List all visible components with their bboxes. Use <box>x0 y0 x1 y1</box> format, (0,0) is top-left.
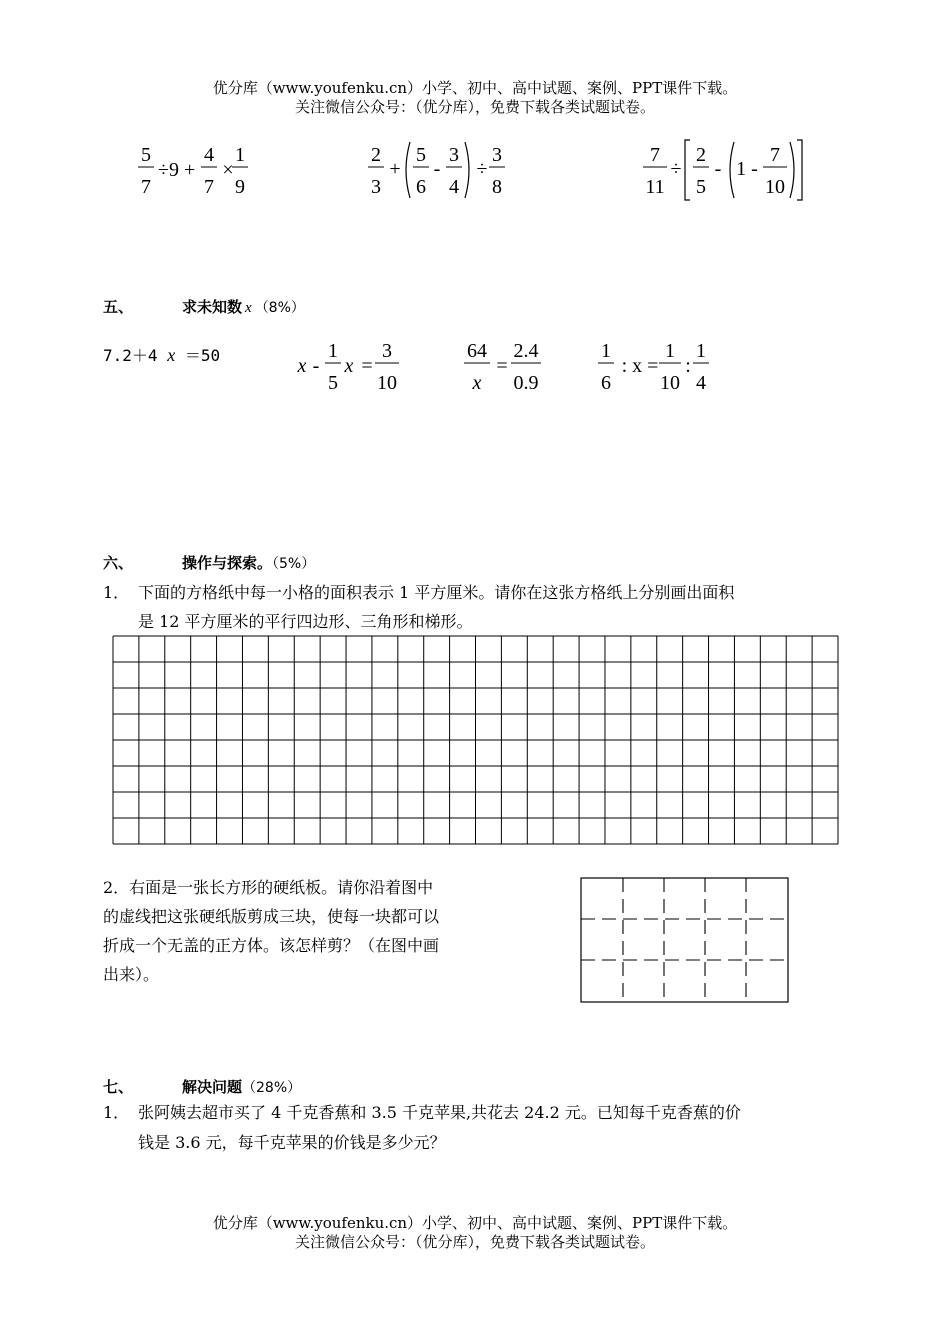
eq-term: 3 <box>382 340 392 362</box>
section-5-score: （8%） <box>254 300 305 316</box>
expr-term: 3 <box>371 176 381 198</box>
expr-term: 11 <box>645 176 665 198</box>
expr-term: ÷ <box>670 158 682 180</box>
eq-term: 1 <box>601 340 611 362</box>
expr-term: - <box>433 158 441 180</box>
eq-term: - <box>312 355 320 377</box>
section-7-title <box>182 1076 301 1097</box>
eq-term: 5 <box>328 372 338 394</box>
section-7-score: （28%） <box>242 1080 302 1096</box>
expr-term: 10 <box>765 176 785 198</box>
grid-paper[interactable] <box>112 635 839 845</box>
expression-3 <box>643 140 802 200</box>
expr-term: - <box>714 158 722 180</box>
expr-term: 3 <box>492 144 502 166</box>
expr-term: + <box>389 158 401 180</box>
header-line-2: 关注微信公众号：（优分库），免费下载各类试题试卷。 <box>294 98 655 116</box>
expr-term: ÷ <box>476 158 488 180</box>
eq-term: 64 <box>467 340 487 362</box>
footer-line-2: 关注微信公众号：（优分库），免费下载各类试题试卷。 <box>294 1233 655 1251</box>
expr-term: 7 <box>141 176 151 198</box>
question-6-1-line-2: 是 12 平方厘米的平行四边形、三角形和梯形。 <box>138 612 473 631</box>
section-5-title <box>182 296 305 317</box>
expression-row <box>0 130 950 210</box>
expr-term: 5 <box>416 144 426 166</box>
eq-term: 1 <box>328 340 338 362</box>
section-5-number: 五、 <box>103 298 134 316</box>
eq-term: 1 <box>696 340 706 362</box>
cut-lines <box>581 878 788 1002</box>
eq-term: 10 <box>377 372 397 394</box>
question-7-1-number: 1． <box>103 1103 130 1122</box>
eq-term: = <box>361 355 373 377</box>
section-6-title <box>182 552 315 573</box>
expr-term: 9 <box>235 176 245 198</box>
question-6-2-line-1: 2．右面是一张长方形的硬纸板。请你沿着图中 <box>103 878 434 897</box>
equation-1-right: ＝50 <box>184 346 221 365</box>
eq-term: x <box>472 372 482 394</box>
section-7-title-text: 解决问题 <box>182 1078 243 1096</box>
eq-term: : x = <box>621 355 659 377</box>
expr-term: 7 <box>650 144 660 166</box>
expression-1 <box>138 144 248 198</box>
expression-2 <box>368 142 505 198</box>
expr-term: × <box>222 159 234 181</box>
equations-row <box>0 335 950 405</box>
question-6-2-line-2: 的虚线把这张硬纸版剪成三块，使每一块都可以 <box>103 907 440 926</box>
section-7-number: 七、 <box>103 1078 134 1096</box>
eq-term: 10 <box>660 372 680 394</box>
expr-term: 1 <box>235 144 245 166</box>
equation-3 <box>464 340 541 394</box>
eq-term: x <box>344 355 354 377</box>
expr-term: 7 <box>204 176 214 198</box>
open-paren <box>730 142 734 198</box>
eq-term: = <box>496 355 508 377</box>
expr-term: 8 <box>492 176 502 198</box>
section-6-number: 六、 <box>103 554 134 572</box>
expr-term: 2 <box>696 144 706 166</box>
section-5-title-text: 求未知数 <box>182 298 243 316</box>
question-6-1-line-1: 下面的方格纸中每一小格的面积表示 1 平方厘米。请你在这张方格纸上分别画出面积 <box>138 583 735 602</box>
cardboard-diagram[interactable] <box>580 877 792 1005</box>
eq-term: 0.9 <box>513 372 539 394</box>
question-7-1-line-1: 张阿姨去超市买了 4 千克香蕉和 3.5 千克苹果,共花去 24.2 元。已知每千克香蕉的价 <box>138 1103 741 1122</box>
eq-term: 6 <box>601 372 611 394</box>
expr-term: 6 <box>416 176 426 198</box>
expr-term: 5 <box>696 176 706 198</box>
expr-term: 7 <box>770 144 780 166</box>
expr-term: 2 <box>371 144 381 166</box>
expr-term: ÷9 + <box>158 159 196 181</box>
eq-term: : <box>685 355 691 377</box>
question-6-2-line-3: 折成一个无盖的正方体。该怎样剪？（在图中画 <box>103 936 440 955</box>
expr-term: 1 - <box>736 158 758 180</box>
eq-term: 2.4 <box>513 340 539 362</box>
section-6-title-text: 操作与探索。 <box>182 554 273 572</box>
expr-term: 5 <box>141 144 151 166</box>
section-5-var: x <box>245 300 252 316</box>
open-paren <box>406 142 410 198</box>
expr-term: 4 <box>449 176 459 198</box>
expr-term: 3 <box>449 144 459 166</box>
close-paren <box>790 142 794 198</box>
eq-term: x <box>297 355 307 377</box>
question-6-1-number: 1． <box>103 583 130 602</box>
equation-2 <box>297 340 399 394</box>
equation-1-left: 7.2＋4 <box>103 346 158 365</box>
expr-term: 4 <box>204 144 214 166</box>
eq-term: 4 <box>696 372 706 394</box>
open-bracket <box>685 140 690 200</box>
section-6-score: （5%） <box>272 556 316 572</box>
close-bracket <box>797 140 802 200</box>
header-line-1: 优分库（www.youfenku.cn）小学、初中、高中试题、案例、PPT课件下载。 <box>212 79 738 97</box>
close-paren <box>465 142 469 198</box>
question-6-2-line-4: 出来）。 <box>103 965 160 984</box>
equation-1-var: x <box>167 345 176 365</box>
eq-term: 1 <box>665 340 675 362</box>
cardboard-outline <box>581 878 788 1002</box>
equation-4 <box>598 340 709 394</box>
footer-line-1: 优分库（www.youfenku.cn）小学、初中、高中试题、案例、PPT课件下载。 <box>212 1214 738 1232</box>
question-7-1-line-2: 钱是 3.6 元，每千克苹果的价钱是多少元？ <box>138 1133 446 1152</box>
